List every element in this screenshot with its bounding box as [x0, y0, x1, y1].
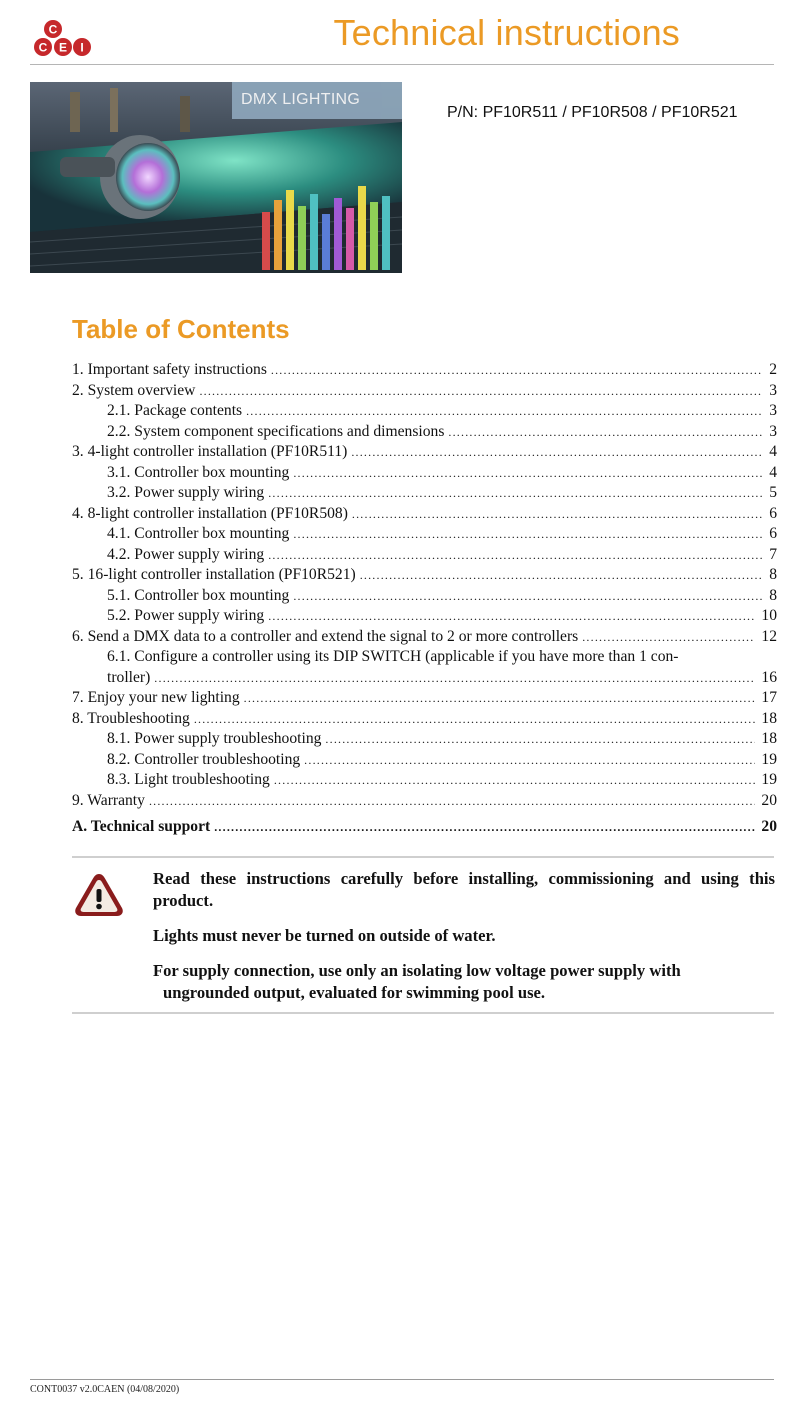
toc-leader [293, 463, 763, 484]
toc-subentry[interactable] [72, 606, 777, 627]
toc-entry-page: 20 [761, 791, 777, 809]
toc-subentry[interactable] [72, 770, 777, 791]
toc-entry-page: 16 [761, 668, 777, 686]
toc-entry-title: 5. 16-light controller installation (PF10R521) [72, 566, 356, 583]
table-of-contents [72, 360, 777, 838]
toc-leader [149, 791, 755, 812]
toc-leader [214, 817, 755, 838]
toc-leader [268, 606, 755, 627]
toc-leader [351, 442, 763, 463]
safety-warning [153, 868, 775, 1017]
cei-logo [34, 18, 92, 60]
exclamation-warning-icon [72, 870, 126, 920]
toc-leader [244, 688, 756, 709]
toc-entry-page: 3 [769, 422, 777, 440]
toc-entry-page: 3 [769, 381, 777, 399]
toc-entry-page: 6 [769, 525, 777, 542]
warning-power-supply-line2: ungrounded output, evaluated for swimming pool use. [163, 983, 546, 1002]
toc-entry-title: 2. System overview [72, 381, 196, 399]
toc-entry-title: 3.1. Controller box mounting [107, 463, 290, 481]
toc-leader [448, 422, 763, 443]
toc-entry-title: 4.2. Power supply wiring [107, 545, 265, 563]
toc-subentry[interactable] [72, 463, 777, 484]
toc-entry[interactable] [72, 381, 777, 402]
footer-divider [30, 1379, 774, 1380]
toc-entry-title: 3. 4-light controller installation (PF10R511) [72, 443, 348, 460]
toc-subentry[interactable] [72, 545, 777, 566]
toc-entry-page: 20 [761, 818, 777, 835]
toc-subentry[interactable] [72, 586, 777, 607]
toc-entry-title: 6. Send a DMX data to a controller and extend the signal to 2 or more controllers [72, 627, 579, 645]
dmx-lighting-badge [232, 82, 402, 119]
page-title: Technical instructions [333, 12, 680, 53]
toc-entry[interactable] [72, 709, 777, 730]
toc-entry-page: 18 [761, 709, 777, 727]
toc-entry-continuation [107, 668, 777, 689]
toc-leader [582, 627, 755, 648]
logo-letter-4: I [80, 40, 84, 55]
logo-letter-1: C [48, 22, 58, 37]
toc-entry-page: 8 [769, 586, 777, 604]
toc-entry-page: 19 [761, 771, 777, 788]
toc-subentry[interactable] [72, 401, 777, 422]
toc-leader [268, 545, 763, 566]
warning-power-supply [153, 960, 775, 1004]
toc-entry-page: 10 [761, 607, 777, 624]
toc-leader [325, 729, 755, 750]
toc-entry-title-cont: troller) [107, 668, 151, 686]
toc-entry[interactable] [72, 442, 777, 463]
toc-leader [274, 770, 756, 791]
header-divider [30, 64, 774, 65]
toc-entry-title: 5.2. Power supply wiring [107, 607, 265, 624]
toc-entry-title: 6.1. Configure a controller using its DIP SWITCH (applicable if you have more than 1 con- [107, 648, 679, 665]
dmx-lighting-label: DMX LIGHTING [241, 91, 361, 108]
toc-leader [293, 524, 763, 545]
toc-leader [293, 586, 763, 607]
warning-bottom-rule [72, 1012, 774, 1014]
toc-entry-title: 7. Enjoy your new lighting [72, 689, 240, 706]
toc-subentry[interactable] [72, 524, 777, 545]
toc-entry-page: 2 [769, 361, 777, 378]
part-numbers: P/N: PF10R511 / PF10R508 / PF10R521 [447, 104, 738, 121]
warning-read-instructions: Read these instructions carefully before installing, commissioning and using this product. [153, 869, 775, 910]
toc-leader [246, 401, 763, 422]
toc-heading: Table of Contents [72, 314, 290, 344]
toc-leader [352, 504, 763, 525]
toc-subentry[interactable] [72, 422, 777, 443]
toc-entry-page: 8 [769, 566, 777, 583]
toc-entry-title: A. Technical support [72, 818, 211, 835]
toc-leader [199, 381, 763, 402]
toc-leader [360, 565, 764, 586]
toc-entry-title: 8.1. Power supply troubleshooting [107, 730, 322, 747]
toc-entry-appendix[interactable] [72, 817, 777, 838]
toc-subentry[interactable] [72, 750, 777, 771]
toc-entry[interactable] [72, 504, 777, 525]
toc-subentry[interactable] [72, 483, 777, 504]
toc-entry-title: 9. Warranty [72, 791, 145, 809]
logo-letter-3: E [58, 40, 68, 55]
toc-entry-title: 2.2. System component specifications and dimensions [107, 422, 445, 440]
toc-entry-title: 3.2. Power supply wiring [107, 484, 265, 501]
toc-entry-title: 4. 8-light controller installation (PF10R508) [72, 504, 348, 522]
logo-letter-2: C [38, 40, 48, 55]
toc-entry-title: 5.1. Controller box mounting [107, 586, 290, 604]
toc-leader [304, 750, 755, 771]
toc-subentry[interactable] [72, 647, 777, 688]
toc-entry-page: 6 [769, 504, 777, 522]
toc-entry-title: 8. Troubleshooting [72, 709, 190, 727]
toc-entry-title: 1. Important safety instructions [72, 361, 267, 378]
warning-power-supply-line1: For supply connection, use only an isolating low voltage power supply with [153, 961, 681, 980]
toc-entry-title: 4.1. Controller box mounting [107, 525, 290, 542]
toc-entry-page: 12 [761, 627, 777, 645]
toc-entry-page: 7 [769, 545, 777, 563]
document-reference: CONT0037 v2.0CAEN (04/08/2020) [30, 1384, 180, 1395]
toc-entry-title: 8.3. Light troubleshooting [107, 771, 270, 788]
toc-leader [154, 668, 755, 689]
toc-leader [268, 483, 763, 504]
toc-entry-title: 2.1. Package contents [107, 402, 243, 419]
toc-subentry[interactable] [72, 729, 777, 750]
toc-leader [194, 709, 756, 730]
toc-entry[interactable] [72, 627, 777, 648]
toc-entry[interactable] [72, 688, 777, 709]
toc-entry-page: 5 [769, 484, 777, 501]
warning-water: Lights must never be turned on outside of water. [153, 926, 496, 945]
warning-top-rule [72, 856, 774, 858]
toc-entry-title: 8.2. Controller troubleshooting [107, 750, 301, 768]
toc-leader [271, 360, 763, 381]
toc-entry-page: 4 [769, 463, 777, 481]
toc-entry-page: 3 [769, 402, 777, 419]
toc-entry[interactable] [72, 360, 777, 381]
toc-entry[interactable] [72, 791, 777, 812]
toc-entry-page: 17 [761, 689, 777, 706]
toc-entry-page: 19 [761, 750, 777, 768]
hero-image [30, 82, 402, 273]
toc-entry[interactable] [72, 565, 777, 586]
toc-entry-page: 18 [761, 730, 777, 747]
toc-entry-page: 4 [769, 443, 777, 460]
